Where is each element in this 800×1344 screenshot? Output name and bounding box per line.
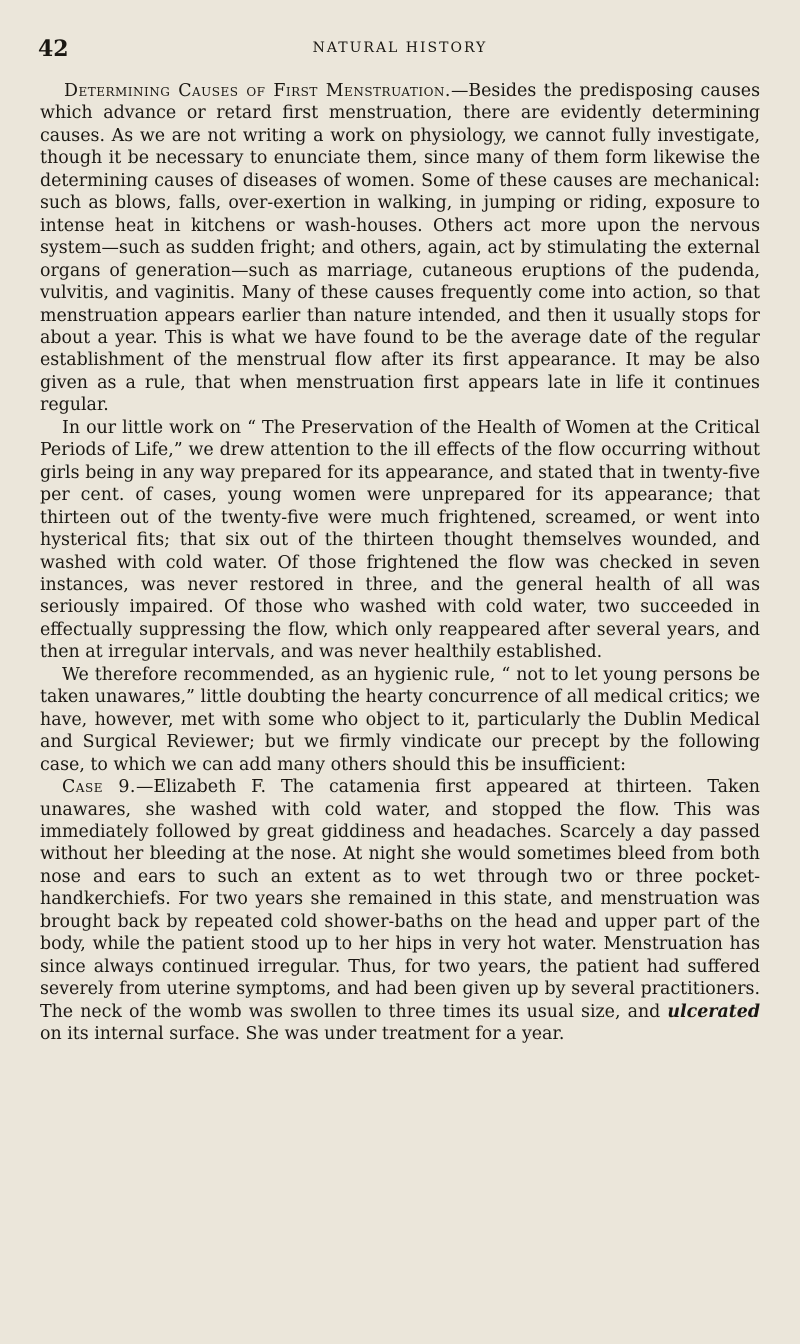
paragraph-text: —Elizabeth F. The catamenia first appeared at thirteen. Taken unawares, she washed with cold water, and stopped the flow. This was immediately followed by great giddiness and headaches. Scarcely a day passed without her bleeding at the nose. At night she would sometimes bleed from both nose and ears to such an extent as to wet through two or three pocket-handkerchiefs. For two years she remained in this state, and menstruation was brought back by repeated cold shower-baths on the head and upper part of the body, while the patient stood up to her hips in very hot water. Menstruation has since always continued irregular. Thus, for two years, the patient had suffered severely from uterine symptoms, and had been given up by several practitioners. The neck of the womb was swollen to three times its usual size, and xyxy=(40,777,760,1022)
paragraph xyxy=(40,80,760,417)
paragraph: In our little work on “ The Preservation of the Health of Women at the Critical Periods of Life,” we drew attention to the ill effects of the flow occurring without girls being in any way prepared for its appearance, and stated that in twenty-five per cent. of cases, young women were unprepared for its appearance; that thirteen out of the twenty-five were much frightened, screamed, or went into hysterical fits; that six out of the thirteen thought themselves wounded, and washed with cold water. Of those frightened the flow was checked in seven instances, was never restored in three, and the general health of all was seriously impaired. Of those who washed with cold water, two succeeded in effectually suppressing the flow, which only reappeared after several years, and then at irregular intervals, and was never healthily established. xyxy=(40,417,760,663)
section-heading: Determining Causes of First Menstruation. xyxy=(64,81,451,101)
page-number: 42 xyxy=(38,36,69,62)
paragraph: We therefore recommended, as an hygienic rule, “ not to let young persons be taken unawares,” little doubting the hearty concurrence of all medical critics; we have, however, met with some who object to it, particularly the Dublin Medical and Surgical Reviewer; but we firmly vindicate our precept by the following case, to which we can add many others should this be insufficient: xyxy=(40,664,760,775)
running-head: NATURAL HISTORY xyxy=(312,40,488,56)
paragraph-text: —Besides the predisposing causes which advance or retard first menstruation, there are evidently determining causes. As we are not writing a work on physiology, we cannot fully investigate, though it be necessary to enunciate them, since many of them form likewise the determining causes of diseases of women. Some of these causes are mechanical: such as blows, falls, over-exertion in walking, in jumping or riding, exposure to intense heat in kitchens or wash-houses. Others act more upon the nervous system—such as sudden fright; and others, again, act by stimulating the external organs of generation—such as marriage, cutaneous eruptions of the pudenda, vulvitis, and vaginitis. Many of these causes frequently come into action, so that menstruation appears earlier than nature intended, and then it usually stops for about a year. This is what we have found to be the average date of the regular establishment of the menstrual flow after its first appearance. It may be also given as a rule, that when menstruation first appears late in life it continues regular. xyxy=(40,81,760,416)
page-header xyxy=(38,36,762,64)
emphasized-word: ulcerated xyxy=(667,1001,760,1022)
paragraph-text: on its internal surface. She was under treatment for a year. xyxy=(40,1024,565,1045)
paragraph xyxy=(40,776,760,1045)
body-text xyxy=(40,80,760,1045)
case-label: Case 9. xyxy=(62,777,136,798)
